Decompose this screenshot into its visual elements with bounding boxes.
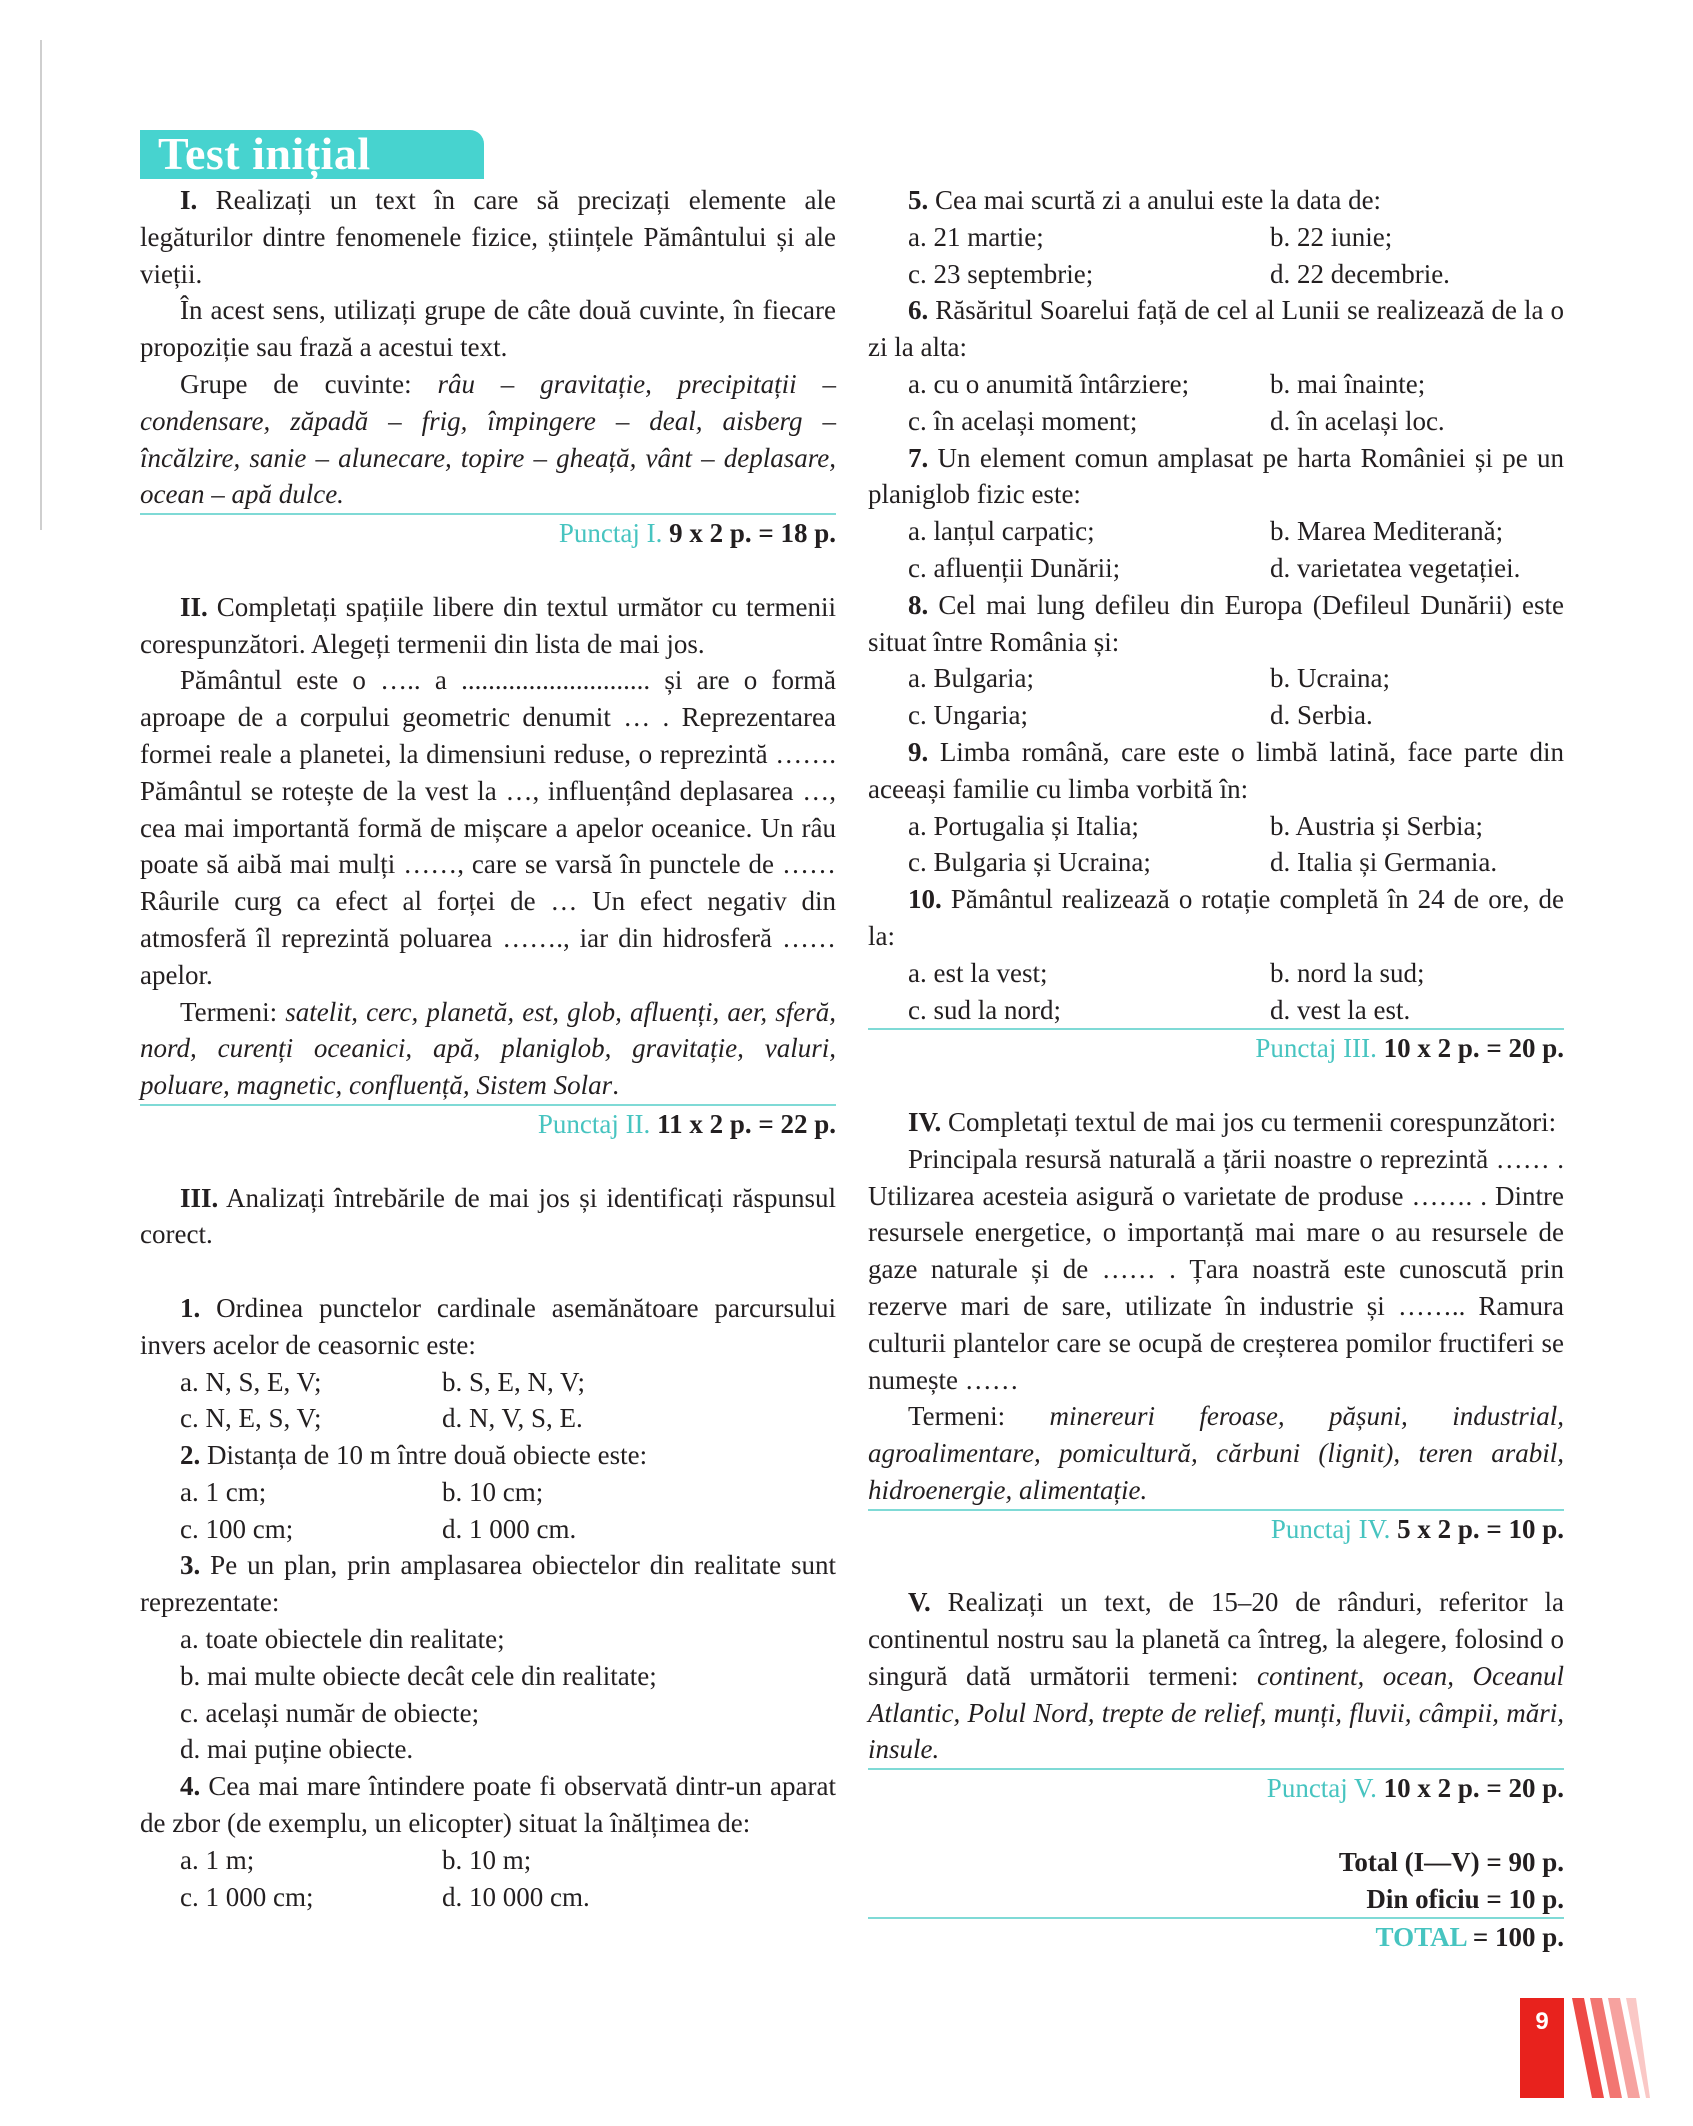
- section-5-number: V.: [908, 1587, 931, 1618]
- left-column: [140, 182, 836, 1915]
- question-3-option-c: c. același număr de obiecte;: [180, 1697, 480, 1728]
- question-10: 10. Pământul realizează o rotație completă în 24 de ore, de la:: [868, 884, 1565, 951]
- section-4-instruction: IV. Completați textul de mai jos cu termenii corespunzători:: [908, 1106, 1557, 1137]
- question-8-options-ab: a. Bulgaria; b. Ucraina;: [908, 663, 1390, 694]
- question-6-options-cd: c. în același moment; d. în același loc.: [908, 405, 1445, 436]
- section-4-score: Punctaj IV. 5 x 2 p. = 10 p.: [1270, 1513, 1564, 1544]
- section-1-number: I.: [180, 185, 198, 215]
- section-2-instruction: II. Completați spațiile libere din textul următor cu termenii corespunzători. Alegeți termenii din lista de mai jos.: [140, 591, 837, 659]
- question-9-options-cd: c. Bulgaria și Ucraina; d. Italia și Germania.: [908, 847, 1498, 878]
- question-9-options-ab: a. Portugalia și Italia; b. Austria și Serbia;: [908, 810, 1483, 841]
- question-3-option-b: b. mai multe obiecte decât cele din realitate;: [180, 1660, 657, 1691]
- question-2-options-ab: a. 1 cm; b. 10 cm;: [180, 1476, 544, 1507]
- question-1-options-ab: a. N, S, E, V; b. S, E, N, V;: [180, 1366, 586, 1397]
- section-4-terms: Termeni: minereuri feroase, pășuni, industrial, agroalimentare, pomicultură, cărbuni (lignit), teren arabil, hidroenergie, alimentație.: [868, 1398, 1564, 1510]
- section-3-number: III.: [180, 1182, 219, 1213]
- section-3-instruction: III. Analizați întrebările de mai jos și identificați răspunsul corect.: [140, 1182, 836, 1250]
- question-4-options-ab: a. 1 m; b. 10 m;: [180, 1844, 532, 1875]
- section-2-number: II.: [180, 591, 208, 622]
- section-2-text: Pământul este o ….. a ............................ și are o formă aproape de a corpului geometric denumit … . Reprezentarea formei reale a planetei, la dimensiuni reduse, o reprezintă ……. Pământul se rotește de la vest la …, influențând deplasarea …, cea mai importantă formă de mișcare a apelor oceanice. Un râu poate să aibă mai mulți ……, care se varsă în punctele de …… Râurile curg ca efect al forței de … Un efect negativ din atmosferă îl reprezintă poluarea ……., iar din hidrosferă …… apelor.: [140, 665, 836, 990]
- section-5-score: Punctaj V. 10 x 2 p. = 20 p.: [1266, 1773, 1564, 1804]
- question-6-options-ab: a. cu o anumită întârziere; b. mai înainte;: [908, 368, 1426, 399]
- question-2-options-cd: c. 100 cm; d. 1 000 cm.: [180, 1513, 577, 1544]
- question-4: 4. Cea mai mare întindere poate fi observată dintr-un aparat de zbor (de exemplu, un elicopter) situat la înălțimea de:: [140, 1771, 836, 1839]
- question-2: 2. Distanța de 10 m între două obiecte este:: [180, 1440, 648, 1471]
- question-10-options-ab: a. est la vest; b. nord la sud;: [908, 957, 1425, 988]
- section-1-instruction: I. Realizați un text în care să precizați elemente ale legăturilor dintre fenomenele fizice, științele Pământului și ale vieții.: [140, 185, 837, 289]
- question-7-options-cd: c. afluenții Dunării; d. varietatea vegetației.: [908, 552, 1521, 583]
- question-7-options-ab: a. lanțul carpatic; b. Marea Mediteranǎ;: [908, 516, 1504, 547]
- section-1-score: Punctaj I. 9 x 2 p. = 18 p.: [558, 518, 836, 549]
- section-2: [140, 589, 836, 1143]
- section-2-terms: Termeni: satelit, cerc, planetă, est, glob, afluenți, aer, sferă, nord, curenți oceanici, apă, planiglob, gravitație, valuri, poluare, magnetic, confluență, Sistem Solar.: [140, 994, 836, 1106]
- question-5-options-ab: a. 21 martie; b. 22 iunie;: [908, 221, 1393, 252]
- question-3-option-a: a. toate obiectele din realitate;: [180, 1624, 505, 1655]
- total-sections: Total (I—V) = 90 p.: [1338, 1846, 1564, 1877]
- page-title: Test inițial: [158, 128, 371, 179]
- section-1-word-groups: Grupe de cuvinte: râu – gravitație, precipitații – condensare, zăpadă – frig, împingere – deal, aisberg – încălzire, sanie – alunecare, topire – gheață, vânt – deplasare, ocean – apă dulce.: [140, 366, 836, 515]
- question-9: 9. Limba română, care este o limbă latină, face parte din aceeași familie cu limba vorbită în:: [868, 736, 1565, 804]
- section-5-instruction: V. Realizați un text, de 15–20 de rânduri, referitor la continentul nostru sau la planetă ca întreg, la alegere, folosind o singură dată următorii termeni: continent, ocean, Oceanul Atlantic, Polul Nord, trepte de relief, munți, fluvii, câmpii, mări, insule.: [868, 1584, 1564, 1770]
- question-4-options-cd: c. 1 000 cm; d. 10 000 cm.: [180, 1881, 590, 1912]
- section-4: [868, 1104, 1564, 1548]
- margin-line: [40, 40, 42, 530]
- section-2-score: Punctaj II. 11 x 2 p. = 22 p.: [537, 1108, 836, 1139]
- total-oficiu: Din oficiu = 10 p.: [1366, 1883, 1564, 1914]
- question-5: 5. Cea mai scurtă zi a anului este la data de:: [908, 185, 1382, 215]
- question-1: 1. Ordinea punctelor cardinale asemănătoare parcursului invers acelor de ceasornic este:: [140, 1292, 836, 1360]
- section-3: [140, 1180, 836, 1916]
- section-4-number: IV.: [908, 1106, 942, 1137]
- section-1: [140, 182, 836, 552]
- section-1-instruction-2: În acest sens, utilizați grupe de câte două cuvinte, în fiecare propoziție sau frază a acestui text.: [140, 295, 836, 363]
- section-4-text: Principala resursă naturală a țării noastre o reprezintă …… . Utilizarea acesteia asigură o varietate de produse ……. . Dintre resursele energetice, o importanță mai mare o au resursele de gaze naturale și de …… . Țara noastră este cunoscută prin rezerve mari de sare, utilizate în industrie și …….. Ramura culturii plantelor care se ocupă de creșterea pomilor fructiferi se numește ……: [868, 1143, 1564, 1395]
- question-10-options-cd: c. sud la nord; d. vest la est.: [868, 992, 1564, 1031]
- question-8: 8. Cel mai lung defileu din Europa (Defileul Dunării) este situat între România și:: [868, 589, 1565, 657]
- question-6: 6. Răsăritul Soarelui față de cel al Lunii se realizează de la o zi la alta:: [868, 295, 1565, 363]
- question-3: 3. Pe un plan, prin amplasarea obiectelor din realitate sunt reprezentate:: [140, 1550, 837, 1618]
- right-column: [868, 182, 1564, 1956]
- question-7: 7. Un element comun amplasat pe harta României și pe un planiglob fizic este:: [868, 442, 1564, 510]
- totals: [868, 1844, 1564, 1956]
- total-final: TOTAL = 100 p.: [868, 1917, 1564, 1956]
- section-3-score: Punctaj III. 10 x 2 p. = 20 p.: [1255, 1033, 1564, 1064]
- question-5-options-cd: c. 23 septembrie; d. 22 decembrie.: [908, 258, 1450, 289]
- question-3-option-d: d. mai puține obiecte.: [180, 1734, 414, 1765]
- page-number: 9: [1535, 2008, 1549, 2035]
- question-8-options-cd: c. Ungaria; d. Serbia.: [908, 700, 1373, 731]
- section-5: [868, 1584, 1564, 1807]
- question-1-options-cd: c. N, E, S, V; d. N, V, S, E.: [180, 1403, 583, 1434]
